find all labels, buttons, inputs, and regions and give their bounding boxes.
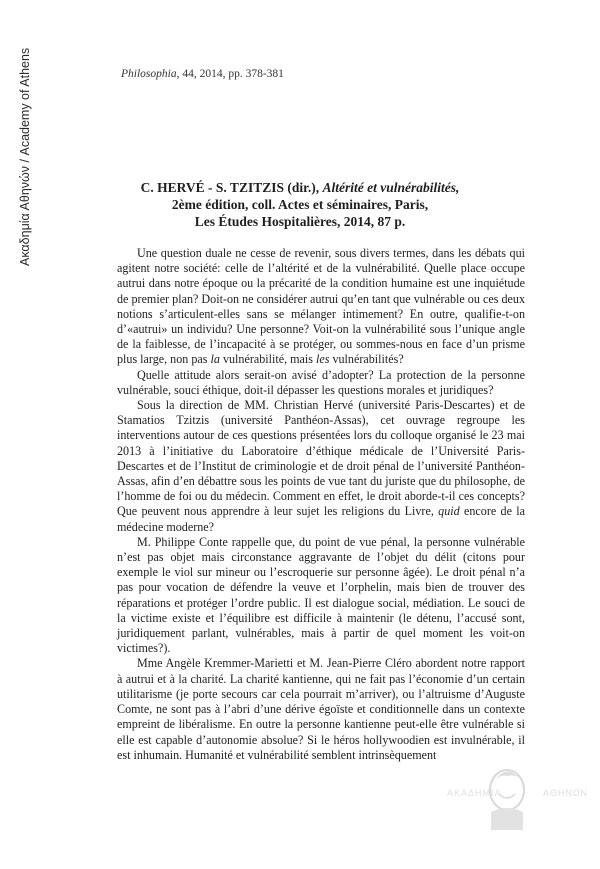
paragraph-1-part-b: vulnérabilité, mais — [219, 352, 316, 367]
book-authors: C. HERVÉ - S. TZITZIS (dir.), — [140, 180, 320, 195]
paragraph-1-emphasis-la: la — [210, 352, 220, 367]
watermark-text-right: ΑΘΗΝΩΝ — [543, 788, 589, 798]
paragraph-3-part-b: encore de la médecine moderne? — [117, 504, 525, 534]
title-line-1 — [100, 179, 500, 196]
archive-side-label-text: Ακαδημία Αθηνών / Academy of Athens — [18, 47, 32, 266]
paragraph-5: Mme Angèle Kremmer-Marietti et M. Jean-Pierre Cléro abordent notre rapport à autrui et à la charité. La charité kantienne, qui ne fait pas l’économie d’un certain utilitarisme (je porte secours car cela pourrait m’arriver), ou l’altruisme d’Auguste Comte, ne sont pas à l’abri d’une dérive égoïste et conditionnelle dans un contexte empreint de libéralisme. En outre la personne kantienne peut-elle être vulnérable si elle est capable d’autonomie absolue? Si le héros hollywoodien est invulnérable, il est inhumain. Humanité et vulnérabilité semblent intrinsèquement — [117, 656, 525, 762]
running-head — [121, 68, 284, 80]
watermark-text-left: ΑΚΑΔΗΜΙΑ — [447, 788, 502, 798]
paragraph-4: M. Philippe Conte rappelle que, du point de vue pénal, la personne vulnérable n’est pas objet mais circonstance aggravante de l’objet du délit (citons pour exemple le viol sur mineur ou l’escroquerie sur personne âgée). Le droit pénal n’a pas pour vocation de défendre la veuve et l’orphelin, mais bien de trouver des réparations et protéger l’ordre public. Il est dialogue social, médiation. Le souci de la victime existe et l’équilibre est difficile à maintenir (le détenu, l’accusé sont, juridiquement parlant, vulnérables, mais à partir de quel moment les voit-on victimes?). — [117, 534, 525, 656]
paragraph-1 — [117, 246, 525, 368]
title-line-3: Les Études Hospitalières, 2014, 87 p. — [194, 214, 406, 229]
paragraph-1-part-c: vulnérabilités? — [329, 352, 404, 367]
paragraph-3 — [117, 398, 525, 535]
paragraph-3-part-a: Sous la direction de MM. Christian Hervé (université Paris-Descartes) et de Stamatios Tzitzis (université Panthéon-Assas), cet ouvrage regroupe les interventions autour de ces questions présentées lors du colloque organisé le 23 mai 2013 à l’initiative du Laboratoire d’éthique médicale de l’Université Paris-Descartes et de l’Institut de criminologie et de droit pénal de l’université Panthéon-Assas, afin d’en débattre sous les points de vue tant du juriste que du philosophe, de l’homme de foi ou du médecin. Comment en effet, le droit aborde-t-il ces concepts? Que peuvent nous apprendre à leur sujet les religions du Livre, — [117, 398, 525, 519]
academy-watermark — [447, 760, 587, 840]
title-line-2: 2ème édition, coll. Actes et séminaires, Paris, — [171, 197, 429, 212]
book-title: Altérité et vulnérabilités, — [322, 180, 460, 195]
citation-details: , 44, 2014, pp. 378-381 — [176, 68, 284, 80]
paragraph-3-emphasis-quid: quid — [438, 504, 460, 519]
paragraph-1-part-a: Une question duale ne cesse de revenir, sous divers termes, dans les débats qui agitent notre société: celle de l’altérité et de la vulnérabilité. Quelle place occupe autrui dans notre époque ou la précarité de la condition humaine est une inquiétude de premier plan? Doit-on ne considérer autrui qu’en tant que vulnérable ou ces deux notions s’articulent-elles sans se mélanger intimement? En outre, qualifie-t-on d’«autrui» un individu? Une personne? Voit-on la vulnérabilité sous l’unique angle de la faiblesse, de l’incapacité à se protéger, ou sommes-nous en face d’un prisme plus large, non pas — [117, 246, 525, 367]
review-title — [100, 179, 500, 230]
paragraph-1-emphasis-les: les — [315, 352, 330, 367]
paragraph-2: Quelle attitude alors serait-on avisé d’adopter? La protection de la personne vulnérable, souci éthique, doit-il dépasser les questions morales et juridiques? — [117, 367, 525, 397]
archive-side-label — [18, 36, 34, 266]
journal-name: Philosophia — [121, 68, 177, 80]
review-body — [117, 246, 525, 763]
